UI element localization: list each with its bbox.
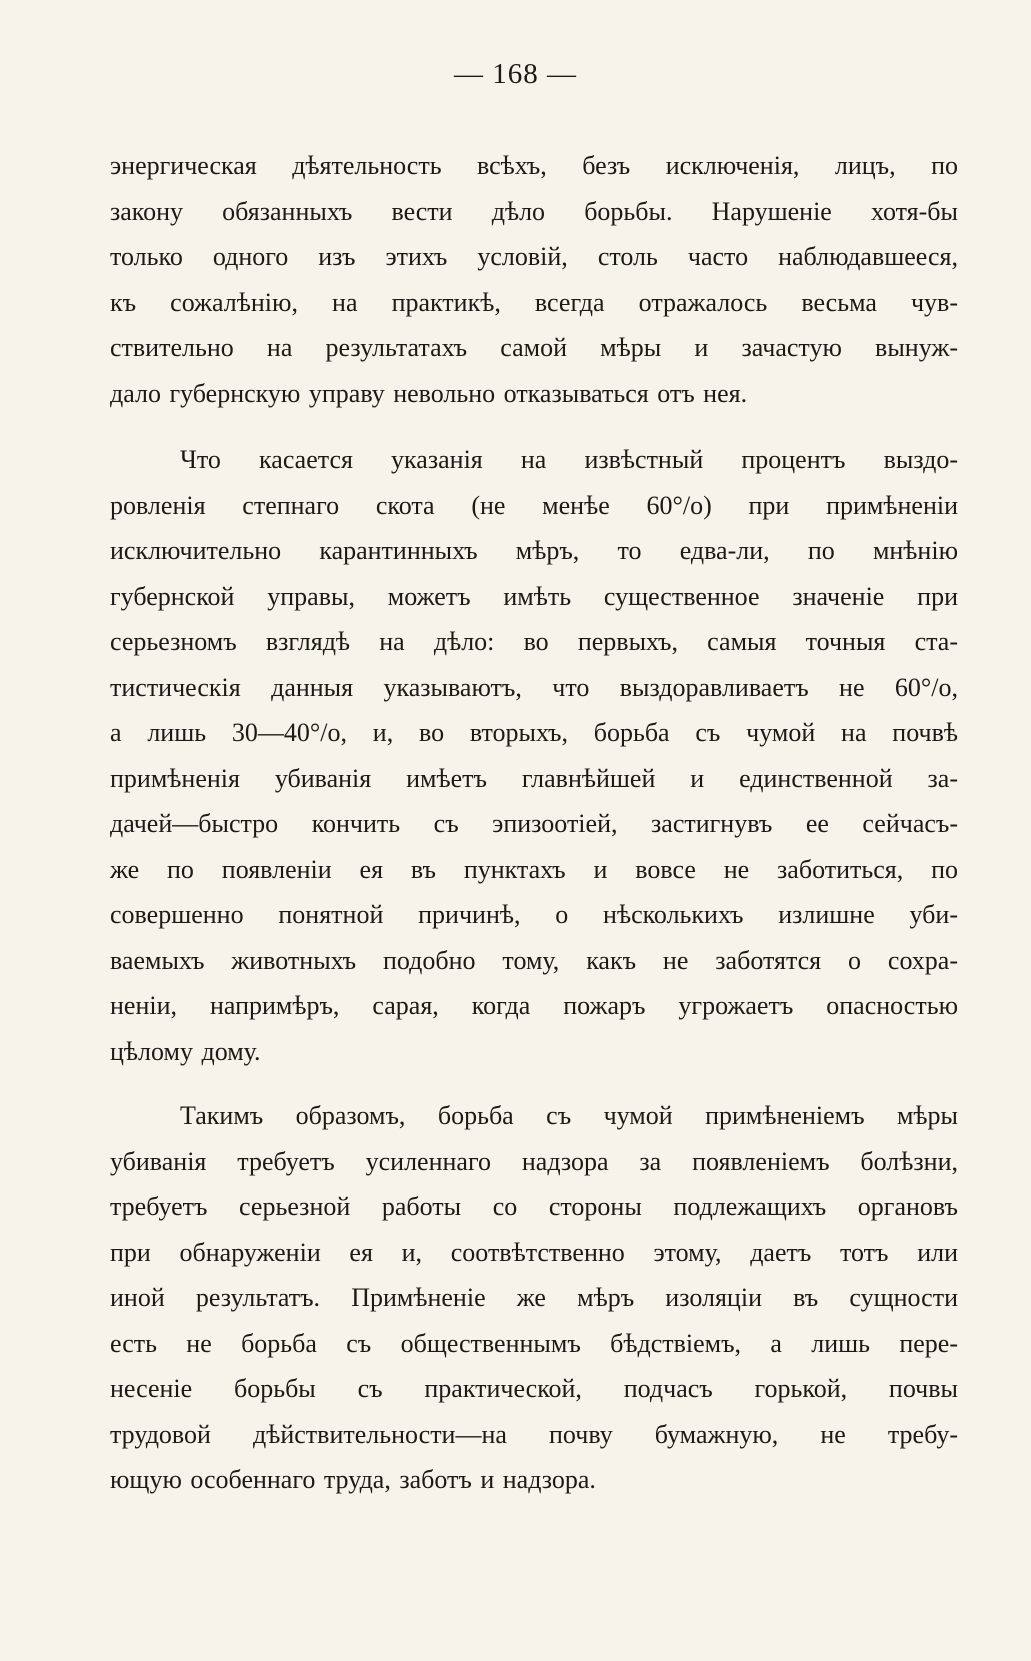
- text-line: убиванія требуетъ усиленнаго надзора за появленіемъ болѣзни,: [110, 1146, 958, 1176]
- text-line: а лишь 30—40°/о, и, во вторыхъ, борьба съ чумой на почвѣ: [110, 718, 958, 747]
- text-line: же по появленіи ея въ пунктахъ и вовсе не заботиться, по: [110, 854, 958, 884]
- text-line: тистическія данныя указываютъ, что выздоравливаетъ не 60°/о,: [110, 672, 958, 702]
- text-line: только одного изъ этихъ условій, столь часто наблюдавшееся,: [110, 242, 958, 271]
- text-line: требуетъ серьезной работы со стороны подлежащихъ органовъ: [110, 1192, 958, 1221]
- text-line: есть не борьба съ общественнымъ бѣдствіемъ, а лишь пере-: [110, 1328, 958, 1358]
- paragraph-1: [110, 143, 958, 416]
- text-line: трудовой дѣйствительности—на почву бумажную, не требу-: [110, 1419, 958, 1449]
- text-line: энергическая дѣятельность всѣхъ, безъ исключенія, лицъ, по: [110, 151, 958, 180]
- text-line: закону обязанныхъ вести дѣло борьбы. Нарушеніе хотя-бы: [110, 196, 958, 226]
- text-line: ваемыхъ животныхъ подобно тому, какъ не заботятся о сохра-: [110, 945, 958, 975]
- text-line: совершенно понятной причинѣ, о нѣсколькихъ излишне уби-: [110, 900, 958, 929]
- paragraph-2: [110, 437, 958, 1074]
- text-line: дачей—быстро кончить съ эпизоотіей, застигнувъ ее сейчасъ-: [110, 809, 958, 838]
- text-line: цѣлому дому.: [110, 1036, 261, 1066]
- text-line: серьезномъ взглядѣ на дѣло: во первыхъ, самыя точныя ста-: [110, 627, 958, 656]
- text-line: Что касается указанія на извѣстный процентъ выздо-: [180, 445, 958, 474]
- text-line: Такимъ образомъ, борьба съ чумой примѣненіемъ мѣры: [180, 1101, 958, 1130]
- text-line: ствительно на результатахъ самой мѣры и зачастую вынуж-: [110, 333, 958, 362]
- text-line: неніи, напримѣръ, сарая, когда пожаръ угрожаетъ опасностью: [110, 991, 958, 1020]
- text-line: исключительно карантинныхъ мѣръ, то едва-ли, по мнѣнію: [110, 536, 958, 565]
- text-line: несеніе борьбы съ практической, подчасъ горькой, почвы: [110, 1374, 958, 1403]
- paragraph-3: [110, 1093, 958, 1503]
- text-line: ровленія степнаго скота (не менѣе 60°/о) при примѣненіи: [110, 490, 958, 520]
- text-line: губернской управы, можетъ имѣть существенное значеніе при: [110, 581, 958, 611]
- text-line: ющую особеннаго труда, заботъ и надзора.: [110, 1465, 596, 1494]
- page-number: — 168 —: [454, 58, 577, 90]
- text-line: дало губернскую управу невольно отказываться отъ нея.: [110, 378, 748, 408]
- text-line: при обнаруженіи ея и, соотвѣтственно этому, даетъ тотъ или: [110, 1237, 958, 1267]
- text-line: иной результатъ. Примѣненіе же мѣръ изоляціи въ сущности: [110, 1283, 958, 1312]
- text-line: примѣненія убиванія имѣетъ главнѣйшей и единственной за-: [110, 763, 958, 793]
- text-line: къ сожалѣнію, на практикѣ, всегда отражалось весьма чув-: [110, 287, 958, 317]
